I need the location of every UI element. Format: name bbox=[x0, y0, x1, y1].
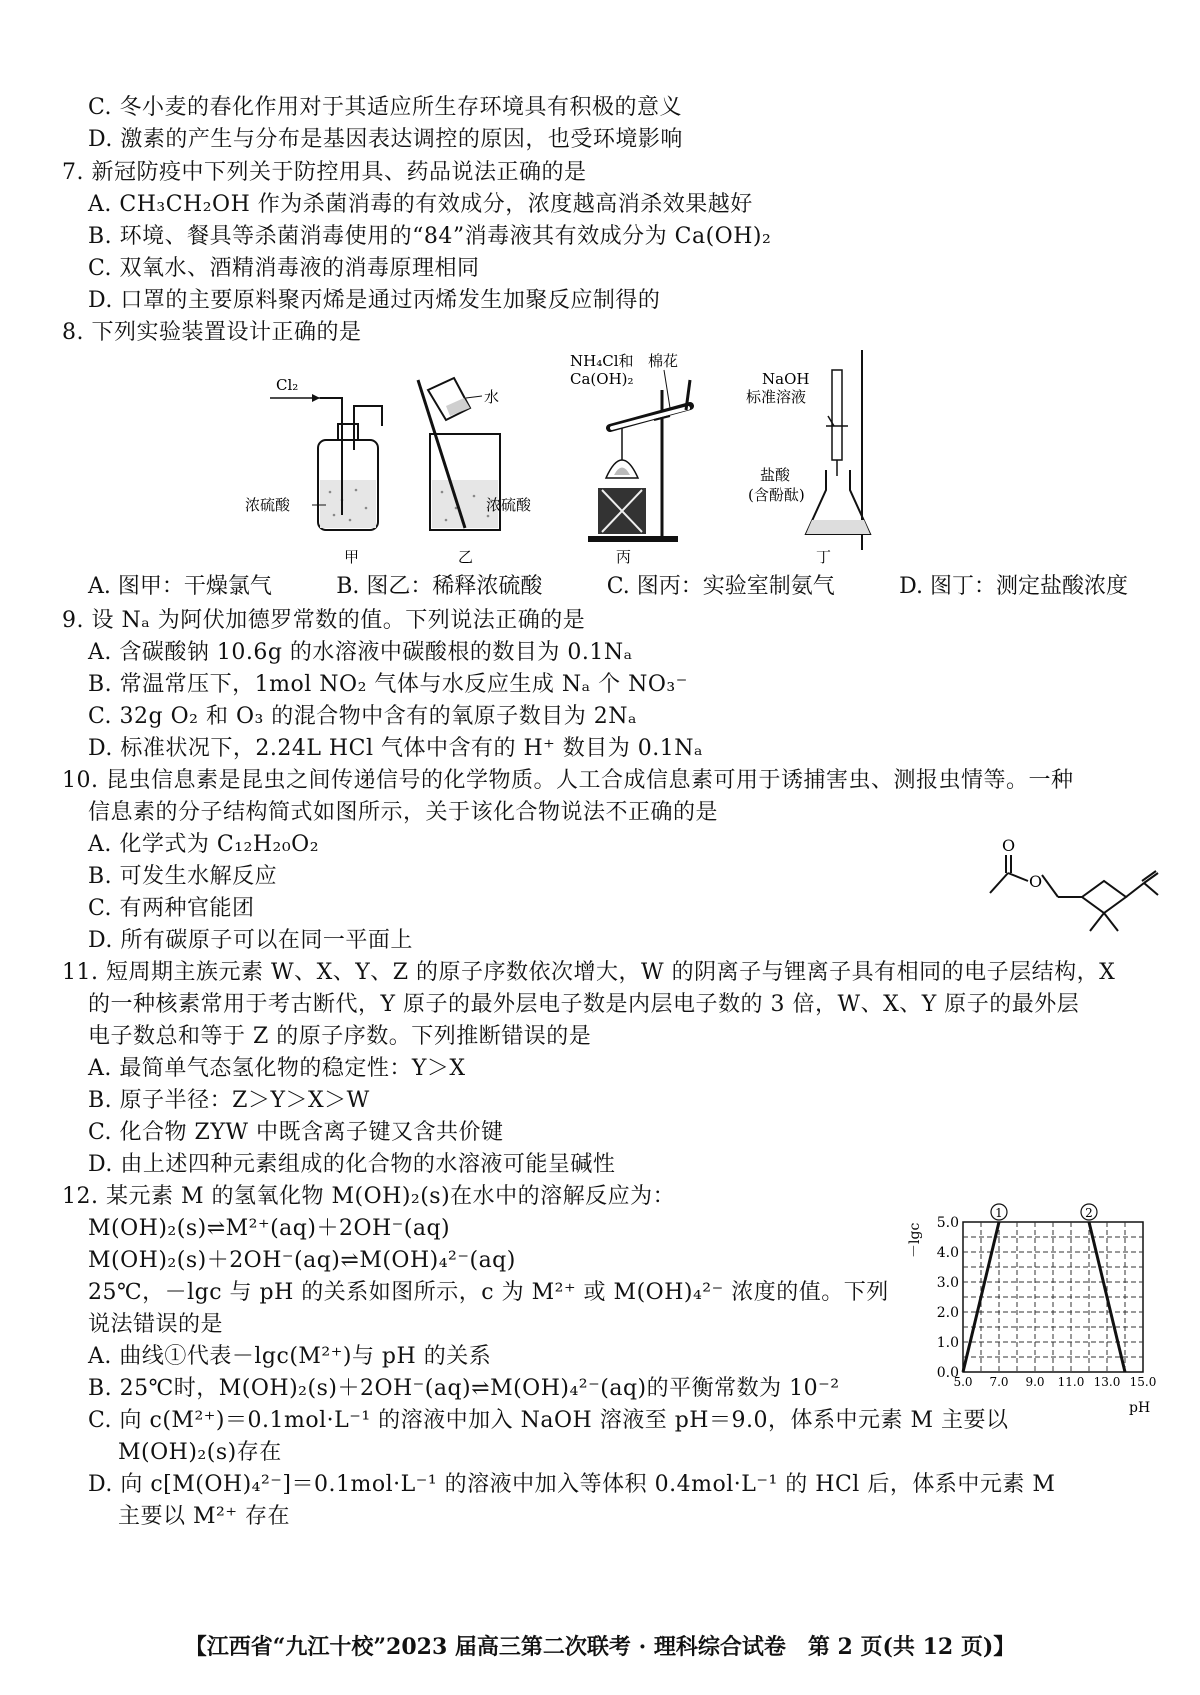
q7-option-b: B. 环境、餐具等杀菌消毒使用的“84”消毒液其有效成分为 Ca(OH)₂ bbox=[88, 224, 772, 249]
q12-stem-line2: 25℃，－lgc 与 pH 的关系如图所示，c 为 M²⁺ 或 M(OH)₄²⁻ 浓度的值。下列 bbox=[88, 1280, 889, 1305]
q6-option-d: D. 激素的产生与分布是基因表达调控的原因，也受环境影响 bbox=[88, 127, 683, 152]
chart-x-tick-label: 9.0 bbox=[1025, 1375, 1045, 1389]
q12-option-c-line2: M(OH)₂(s)存在 bbox=[118, 1440, 282, 1465]
chart-x-tick-label: 5.0 bbox=[953, 1375, 973, 1389]
q8-option-a: A. 图甲：干燥氯气 bbox=[88, 574, 272, 599]
chart-y-tick-label: 5.0 bbox=[936, 1215, 959, 1231]
q12-option-c-line1: C. 向 c(M²⁺)＝0.1mol·L⁻¹ 的溶液中加入 NaOH 溶液至 pH＝9.0，体系中元素 M 主要以 bbox=[88, 1408, 1009, 1433]
chart-x-tick-label: 15.0 bbox=[1129, 1375, 1157, 1389]
apparatus-ding bbox=[746, 350, 870, 566]
ding-acid-line2: (含酚酞) bbox=[748, 486, 805, 504]
q10-stem-line1: 10. 昆虫信息素是昆虫之间传递信号的化学物质。人工合成信息素可用于诱捕害虫、测报虫情等。一种 bbox=[62, 768, 1074, 793]
q9-option-b: B. 常温常压下，1mol NO₂ 气体与水反应生成 Nₐ 个 NO₃⁻ bbox=[88, 672, 688, 697]
ding-base-line2: 标准溶液 bbox=[746, 388, 807, 406]
chart-x-tick-label: 7.0 bbox=[989, 1375, 1009, 1389]
chart-y-axis-label: －lgc bbox=[907, 1222, 923, 1258]
chart-y-tick-label: 0.0 bbox=[936, 1365, 959, 1381]
q10-structure-figure bbox=[980, 835, 1160, 945]
q8-option-d: D. 图丁：测定盐酸浓度 bbox=[899, 574, 1128, 599]
q7-stem: 7. 新冠防疫中下列关于防控用具、药品说法正确的是 bbox=[62, 160, 587, 185]
q12-option-b: B. 25℃时，M(OH)₂(s)＋2OH⁻(aq)⇌M(OH)₄²⁻(aq)的平衡常数为 10⁻² bbox=[88, 1376, 840, 1401]
q9-option-a: A. 含碳酸钠 10.6g 的水溶液中碳酸根的数目为 0.1Nₐ bbox=[88, 640, 633, 665]
chart-series-label: 1 bbox=[995, 1206, 1003, 1220]
q11-stem-line1: 11. 短周期主族元素 W、X、Y、Z 的原子序数依次增大，W 的阴离子与锂离子具有相同的电子层结构，X bbox=[62, 960, 1116, 985]
q12-option-d-line2: 主要以 M²⁺ 存在 bbox=[118, 1504, 290, 1529]
bing-name: 丙 bbox=[616, 548, 632, 566]
apparatus-jia bbox=[245, 376, 382, 566]
ding-name: 丁 bbox=[816, 548, 832, 566]
q8-options bbox=[88, 572, 1128, 602]
q12-equation-1: M(OH)₂(s)⇌M²⁺(aq)＋2OH⁻(aq) bbox=[88, 1216, 451, 1241]
chart-y-tick-label: 2.0 bbox=[936, 1305, 959, 1321]
q12-chart bbox=[905, 1200, 1165, 1415]
q11-stem-line3: 电子数总和等于 Z 的原子序数。下列推断错误的是 bbox=[88, 1024, 592, 1049]
q12-equation-2: M(OH)₂(s)＋2OH⁻(aq)⇌M(OH)₄²⁻(aq) bbox=[88, 1248, 516, 1273]
q11-option-a: A. 最简单气态氢化物的稳定性：Y＞X bbox=[88, 1056, 466, 1081]
q8-apparatus-figure bbox=[245, 350, 880, 570]
q11-option-b: B. 原子半径：Z＞Y＞X＞W bbox=[88, 1088, 370, 1113]
q10-carbonyl-oxygen: O bbox=[1002, 836, 1016, 855]
chart-x-tick-label: 13.0 bbox=[1093, 1375, 1121, 1389]
q9-option-d: D. 标准状况下，2.24L HCl 气体中含有的 H⁺ 数目为 0.1Nₐ bbox=[88, 736, 703, 761]
chart-x-axis-label: pH bbox=[1129, 1400, 1151, 1416]
q12-stem-line3: 说法错误的是 bbox=[88, 1312, 224, 1337]
yi-liquid-label: 浓硫酸 bbox=[486, 496, 532, 514]
q11-stem-line2: 的一种核素常用于考古断代，Y 原子的最外层电子数是内层电子数的 3 倍，W、X、Y 原子的最外层 bbox=[88, 992, 1080, 1017]
apparatus-bing bbox=[570, 352, 690, 566]
bing-reagent-line2: Ca(OH)₂ bbox=[570, 370, 634, 388]
apparatus-yi bbox=[418, 378, 532, 566]
q10-option-c: C. 有两种官能团 bbox=[88, 896, 255, 921]
q10-option-a: A. 化学式为 C₁₂H₂₀O₂ bbox=[88, 832, 320, 857]
chart-y-tick-label: 3.0 bbox=[936, 1275, 959, 1291]
ding-acid-line1: 盐酸 bbox=[760, 466, 791, 484]
jia-name: 甲 bbox=[344, 548, 360, 566]
q10-stem-line2: 信息素的分子结构简式如图所示，关于该化合物说法不正确的是 bbox=[88, 800, 719, 825]
q10-option-b: B. 可发生水解反应 bbox=[88, 864, 278, 889]
q10-option-d: D. 所有碳原子可以在同一平面上 bbox=[88, 928, 413, 953]
yi-name: 乙 bbox=[458, 548, 474, 566]
chart-y-tick-label: 1.0 bbox=[936, 1335, 959, 1351]
chart-x-tick-label: 11.0 bbox=[1057, 1375, 1085, 1389]
q6-option-c: C. 冬小麦的春化作用对于其适应所生存环境具有积极的意义 bbox=[88, 95, 683, 120]
chart-series-line-1 bbox=[963, 1222, 999, 1372]
q7-option-c: C. 双氧水、酒精消毒液的消毒原理相同 bbox=[88, 256, 480, 281]
q12-option-d-line1: D. 向 c[M(OH)₄²⁻]＝0.1mol·L⁻¹ 的溶液中加入等体积 0.4mol·L⁻¹ 的 HCl 后，体系中元素 M bbox=[88, 1472, 1056, 1497]
q8-stem: 8. 下列实验装置设计正确的是 bbox=[62, 320, 362, 345]
bing-reagent-line1: NH₄Cl和 bbox=[570, 352, 634, 370]
q8-option-b: B. 图乙：稀释浓硫酸 bbox=[336, 574, 543, 599]
q9-stem: 9. 设 Nₐ 为阿伏加德罗常数的值。下列说法正确的是 bbox=[62, 608, 586, 633]
q10-ether-oxygen: O bbox=[1029, 872, 1043, 891]
chart-series-label: 2 bbox=[1085, 1206, 1093, 1220]
ding-base-line1: NaOH bbox=[762, 370, 810, 388]
q7-option-a: A. CH₃CH₂OH 作为杀菌消毒的有效成分，浓度越高消杀效果越好 bbox=[88, 192, 753, 217]
q12-stem: 12. 某元素 M 的氢氧化物 M(OH)₂(s)在水中的溶解反应为： bbox=[62, 1184, 676, 1209]
q11-option-d: D. 由上述四种元素组成的化合物的水溶液可能呈碱性 bbox=[88, 1152, 616, 1177]
jia-liquid-label: 浓硫酸 bbox=[245, 496, 291, 514]
q8-option-c: C. 图丙：实验室制氨气 bbox=[606, 574, 835, 599]
q12-option-a: A. 曲线①代表－lgc(M²⁺)与 pH 的关系 bbox=[88, 1344, 492, 1369]
jia-gas-label: Cl₂ bbox=[276, 376, 299, 394]
q7-option-d: D. 口罩的主要原料聚丙烯是通过丙烯发生加聚反应制得的 bbox=[88, 288, 661, 313]
bing-cotton-label: 棉花 bbox=[648, 352, 679, 370]
q11-option-c: C. 化合物 ZYW 中既含离子键又含共价键 bbox=[88, 1120, 504, 1145]
q9-option-c: C. 32g O₂ 和 O₃ 的混合物中含有的氧原子数目为 2Nₐ bbox=[88, 704, 638, 729]
page-footer: 【江西省“九江十校”2023 届高三第二次联考 · 理科综合试卷 第 2 页(共 12 页)】 bbox=[184, 1634, 1016, 1660]
chart-y-tick-label: 4.0 bbox=[936, 1245, 959, 1261]
yi-water-label: 水 bbox=[484, 388, 500, 406]
